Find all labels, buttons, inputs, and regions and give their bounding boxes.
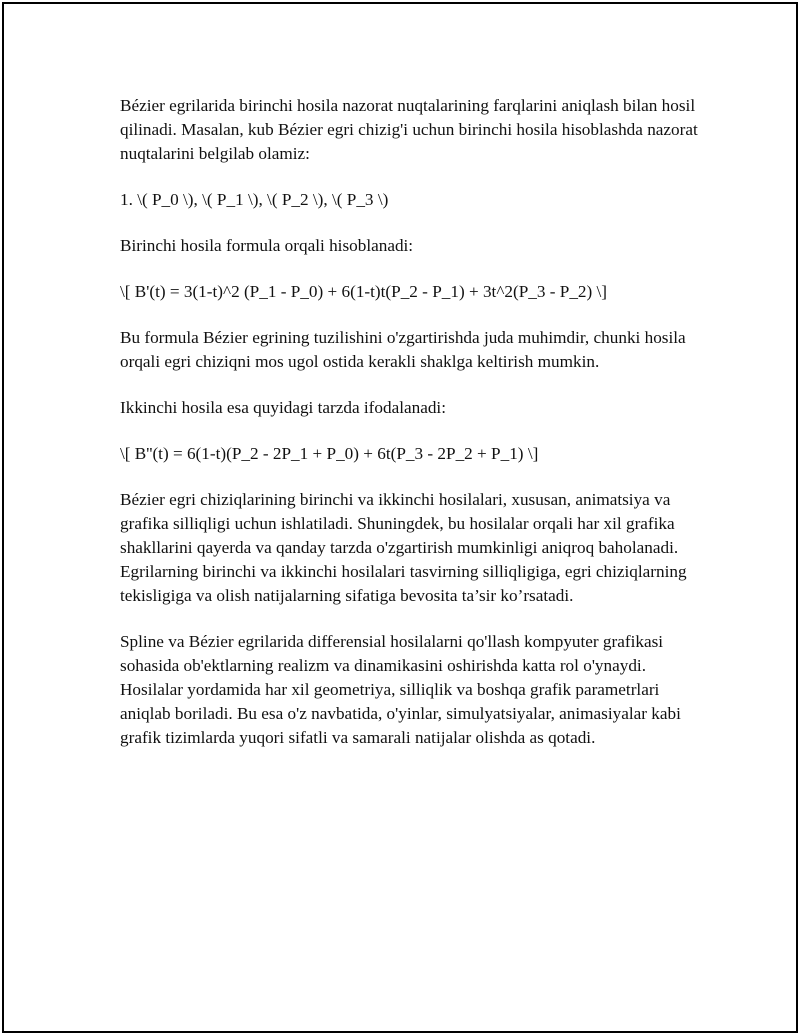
paragraph-intro: Bézier egrilarida birinchi hosila nazorat nuqtalarining farqlarini aniqlash bilan hosil qilinadi. Masalan, kub Bézier egri chizig'i uchun birinchi hosila hisoblashda nazorat nuqtalarini belgilab olamiz: — [120, 96, 698, 163]
first-derivative-formula: \[ B'(t) = 3(1-t)^2 (P_1 - P_0) + 6(1-t)t(P_2 - P_1) + 3t^2(P_3 - P_2) \] — [120, 282, 608, 301]
paragraph-formula-importance: Bu formula Bézier egrining tuzilishini o'zgartirishda juda muhimdir, chunki hosila orqali egri chiziqni mos ugol ostida kerakli shaklga keltirish mumkin. — [120, 328, 686, 371]
document-page — [2, 2, 798, 1033]
control-points-list-item: 1. \( P_0 \), \( P_1 \), \( P_2 \), \( P_3 \) — [120, 190, 389, 209]
paragraph-first-derivative-intro: Birinchi hosila formula orqali hisoblanadi: — [120, 236, 414, 255]
paragraph-derivatives-usage: Bézier egri chiziqlarining birinchi va ikkinchi hosilalari, xususan, animatsiya va grafika silliqligi uchun ishlatiladi. Shuningdek, bu hosilalar orqali har xil grafika shakllarini qayerda va qanday tarzda o'zgartirish mumkinligi aniqroq baholanadi. Egrilarning birinchi va ikkinchi hosilalari tasvirning silliqligiga, egri chiziqlarning tekisligiga va olish natijalarning sifatiga bevosita ta’sir ko’rsatadi. — [120, 490, 687, 605]
second-derivative-formula: \[ B''(t) = 6(1-t)(P_2 - 2P_1 + P_0) + 6t(P_3 - 2P_2 + P_1) \] — [120, 444, 539, 463]
paragraph-second-derivative-intro: Ikkinchi hosila esa quyidagi tarzda ifodalanadi: — [120, 398, 446, 417]
document-body — [120, 94, 700, 772]
paragraph-spline-conclusion: Spline va Bézier egrilarida differensial hosilalarni qo'llash kompyuter grafikasi sohasida ob'ektlarning realizm va dinamikasini oshirishda katta rol o'ynaydi. Hosilalar yordamida har xil geometriya, silliqlik va boshqa grafik parametrlari aniqlab boriladi. Bu esa o'z navbatida, o'yinlar, simulyatsiyalar, animasiyalar kabi grafik tizimlarda yuqori sifatli va samarali natijalar olishda as qotadi. — [120, 632, 681, 747]
